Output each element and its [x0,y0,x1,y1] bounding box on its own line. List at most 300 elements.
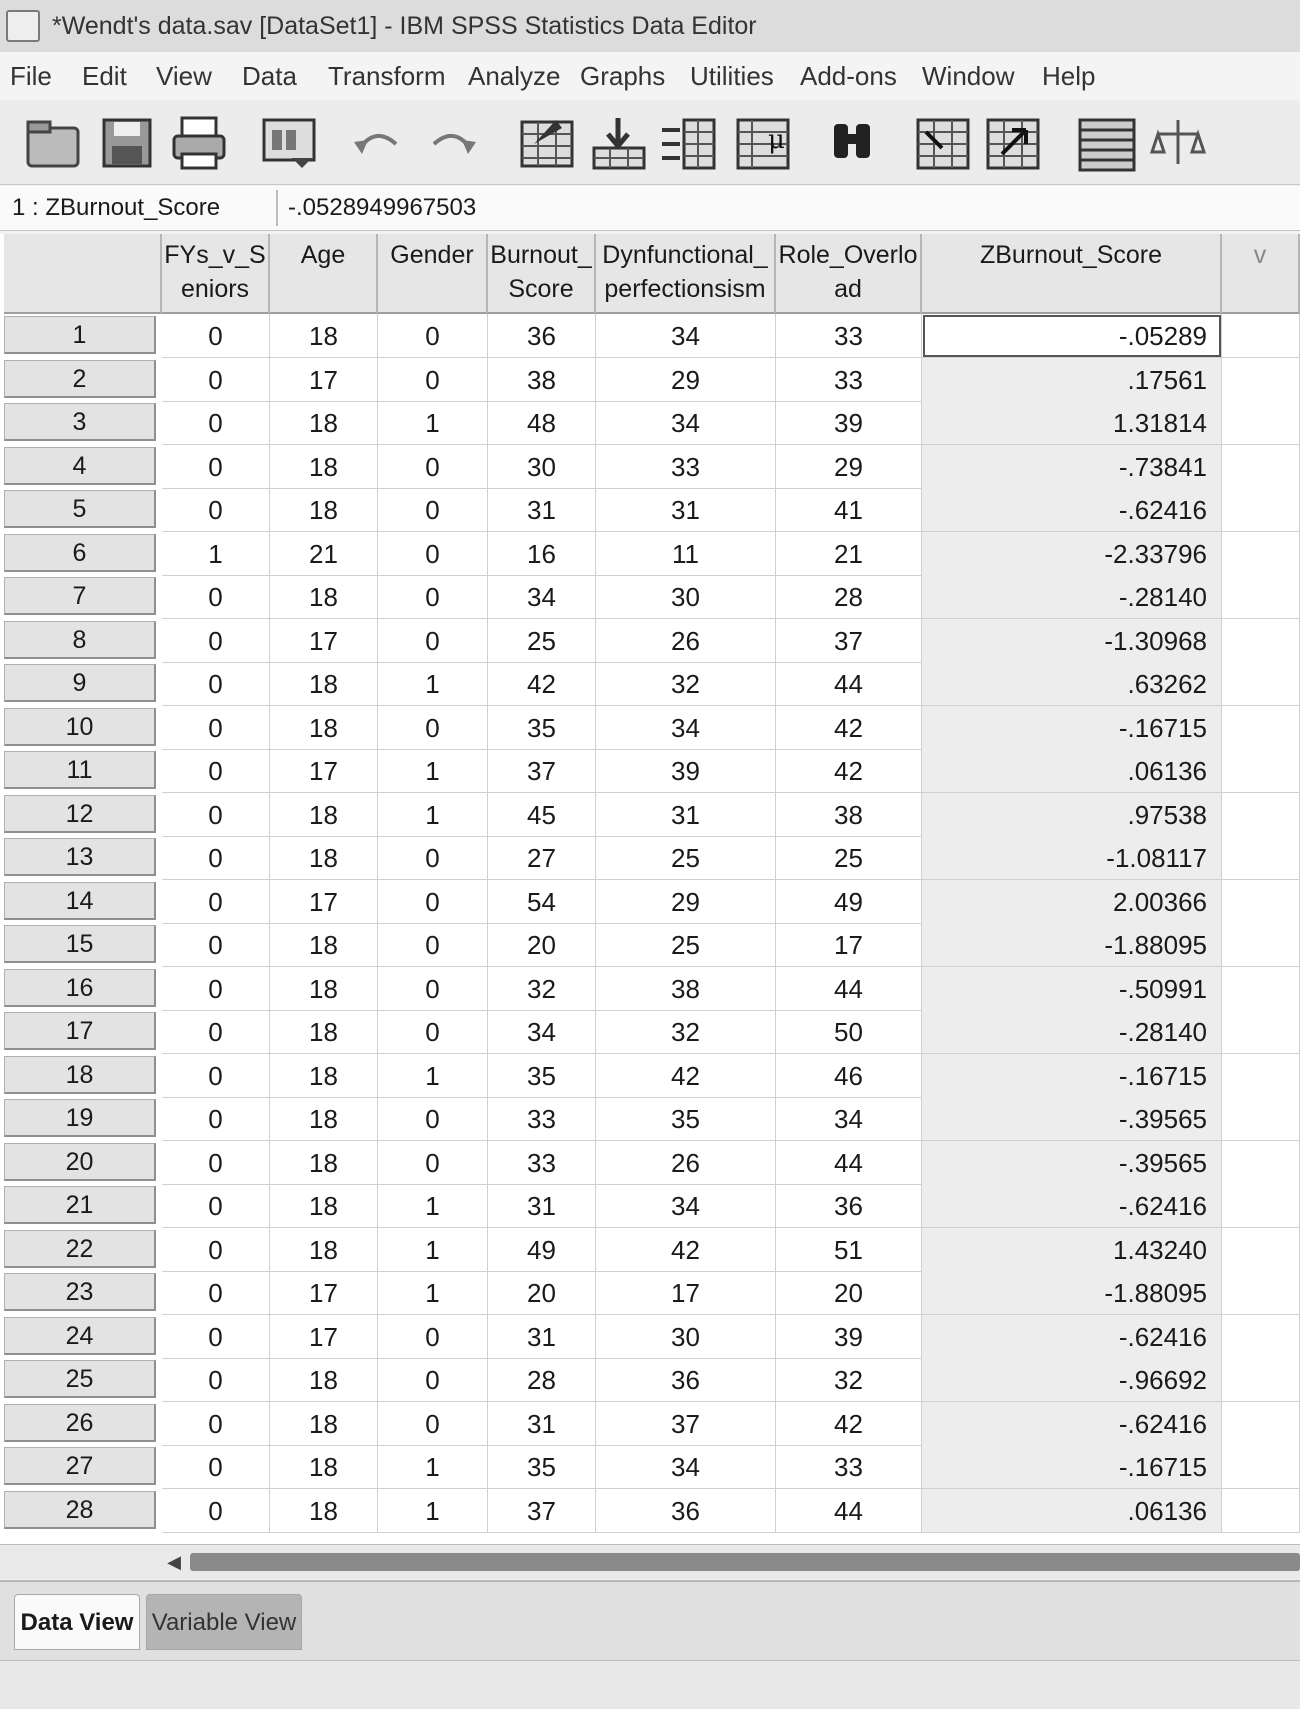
data-cell[interactable]: 0 [162,662,270,706]
empty-cell[interactable] [1222,749,1300,793]
data-cell[interactable]: 30 [488,445,596,489]
data-cell[interactable]: 44 [776,662,922,706]
data-cell[interactable]: 1 [378,401,488,445]
data-cell[interactable]: 18 [270,1445,378,1489]
data-cell[interactable]: 32 [776,1358,922,1402]
data-cell[interactable]: 30 [596,1315,776,1359]
menu-help[interactable]: Help [1042,60,1096,91]
data-cell[interactable]: 29 [776,445,922,489]
data-cell[interactable]: 0 [162,1010,270,1054]
row-header[interactable]: 8 [4,621,156,659]
data-cell[interactable]: 0 [378,575,488,619]
save-icon[interactable] [94,112,160,174]
data-cell[interactable]: 0 [378,445,488,489]
menu-file[interactable]: File [10,60,52,91]
descriptive-stats-icon[interactable] [730,112,796,174]
data-cell[interactable]: 0 [378,967,488,1011]
data-cell[interactable]: 34 [596,314,776,358]
spss-app-icon[interactable] [6,10,40,42]
empty-cell[interactable] [1222,1402,1300,1446]
data-cell[interactable]: 39 [776,1315,922,1359]
data-cell[interactable]: 18 [270,1402,378,1446]
scroll-left-icon[interactable]: ◀ [167,1552,181,1572]
data-cell[interactable]: 42 [596,1054,776,1098]
menu-view[interactable]: View [156,60,212,91]
table-row [0,1054,1300,1098]
data-cell[interactable]: 44 [776,1141,922,1185]
data-cell[interactable]: 16 [488,532,596,576]
data-cell[interactable]: 0 [162,1228,270,1272]
data-cell[interactable]: 36 [776,1184,922,1228]
data-cell[interactable]: 0 [162,793,270,837]
data-cell[interactable]: 0 [378,1097,488,1141]
data-cell[interactable]: 34 [488,1010,596,1054]
data-cell[interactable]: 0 [378,836,488,880]
data-cell[interactable]: 0 [378,1315,488,1359]
data-cell[interactable]: -.16715 [922,1445,1222,1489]
find-icon[interactable] [820,112,886,174]
data-cell[interactable]: 0 [162,923,270,967]
row-header[interactable]: 2 [4,360,156,398]
data-cell[interactable]: 18 [270,1489,378,1533]
data-cell[interactable]: 25 [488,619,596,663]
data-cell[interactable]: -.73841 [922,445,1222,489]
data-cell[interactable]: -.62416 [922,1184,1222,1228]
data-cell[interactable]: 0 [162,1315,270,1359]
data-cell[interactable]: 1 [378,749,488,793]
row-header[interactable]: 27 [4,1447,156,1485]
data-cell[interactable]: 18 [270,1184,378,1228]
data-cell[interactable]: 1 [378,662,488,706]
data-cell[interactable]: 37 [596,1402,776,1446]
empty-cell[interactable] [1222,1141,1300,1185]
row-header[interactable]: 20 [4,1143,156,1181]
data-cell[interactable]: 18 [270,793,378,837]
row-header[interactable]: 25 [4,1360,156,1398]
tab-data-view[interactable]: Data View [14,1594,140,1650]
empty-cell[interactable] [1222,358,1300,402]
empty-cell[interactable] [1222,314,1300,358]
data-cell[interactable]: 18 [270,1097,378,1141]
data-cell[interactable]: 1 [378,1184,488,1228]
data-cell[interactable]: 18 [270,923,378,967]
data-cell[interactable]: 0 [378,358,488,402]
data-cell[interactable]: 48 [488,401,596,445]
row-header[interactable]: 3 [4,403,156,441]
data-cell[interactable]: 18 [270,488,378,532]
row-header[interactable]: 11 [4,751,156,789]
empty-cell[interactable] [1222,619,1300,663]
data-cell[interactable]: 0 [378,1402,488,1446]
data-cell[interactable]: -.50991 [922,967,1222,1011]
insert-variable-icon[interactable] [980,112,1046,174]
data-cell[interactable]: 44 [776,967,922,1011]
row-header[interactable]: 7 [4,577,156,615]
empty-cell[interactable] [1222,793,1300,837]
row-header[interactable]: 17 [4,1012,156,1050]
data-cell[interactable]: 21 [270,532,378,576]
column-header[interactable] [378,234,488,314]
empty-cell[interactable] [1222,662,1300,706]
data-cell[interactable]: 1 [378,1054,488,1098]
data-cell[interactable]: 0 [378,314,488,358]
data-cell[interactable]: 0 [162,401,270,445]
data-cell[interactable]: 29 [596,358,776,402]
data-cell[interactable]: -.39565 [922,1141,1222,1185]
column-header[interactable] [162,234,270,314]
data-cell[interactable]: 0 [162,749,270,793]
data-cell[interactable]: 42 [596,1228,776,1272]
redo-icon[interactable] [420,112,486,174]
column-header[interactable] [1222,234,1300,314]
data-cell[interactable]: 0 [162,619,270,663]
row-header[interactable]: 12 [4,795,156,833]
data-cell[interactable]: 38 [488,358,596,402]
data-cell[interactable]: 0 [162,1141,270,1185]
data-cell[interactable]: 37 [776,619,922,663]
data-cell[interactable]: 37 [488,749,596,793]
data-cell[interactable]: 18 [270,1054,378,1098]
data-cell[interactable]: 0 [162,880,270,924]
data-cell[interactable]: 20 [776,1271,922,1315]
empty-cell[interactable] [1222,1184,1300,1228]
menu-transform[interactable]: Transform [328,60,446,91]
row-header[interactable]: 22 [4,1230,156,1268]
empty-cell[interactable] [1222,836,1300,880]
empty-cell[interactable] [1222,1358,1300,1402]
data-cell[interactable]: .17561 [922,358,1222,402]
data-cell[interactable]: .97538 [922,793,1222,837]
print-icon[interactable] [166,112,232,174]
data-cell[interactable]: 31 [596,488,776,532]
data-cell[interactable]: 37 [488,1489,596,1533]
data-cell[interactable]: 17 [270,1315,378,1359]
split-file-icon[interactable] [1074,112,1140,174]
row-header[interactable]: 13 [4,838,156,876]
data-cell[interactable]: 35 [488,706,596,750]
data-cell[interactable]: -.28140 [922,575,1222,619]
table-row [0,358,1300,402]
data-cell[interactable]: 18 [270,445,378,489]
column-header[interactable] [596,234,776,314]
data-cell[interactable]: 31 [596,793,776,837]
data-cell[interactable]: 34 [596,401,776,445]
data-cell[interactable]: 0 [162,1358,270,1402]
data-cell[interactable]: 34 [596,706,776,750]
row-header[interactable]: 26 [4,1404,156,1442]
data-cell[interactable]: 31 [488,1402,596,1446]
data-cell[interactable]: 33 [776,314,922,358]
data-cell[interactable]: 0 [378,619,488,663]
data-cell[interactable]: 1 [378,1489,488,1533]
data-cell[interactable]: 11 [596,532,776,576]
data-cell[interactable]: 25 [776,836,922,880]
data-cell[interactable]: -.96692 [922,1358,1222,1402]
data-cell[interactable]: -1.08117 [922,836,1222,880]
grid-corner[interactable] [4,234,162,314]
data-cell[interactable]: 50 [776,1010,922,1054]
data-cell[interactable]: 17 [270,749,378,793]
horizontal-scrollbar[interactable] [0,1544,1300,1579]
data-cell[interactable]: 0 [162,1097,270,1141]
data-cell[interactable]: 0 [162,1445,270,1489]
empty-cell[interactable] [1222,923,1300,967]
row-header[interactable]: 18 [4,1056,156,1094]
menu-data[interactable]: Data [242,60,297,91]
data-cell[interactable]: -.62416 [922,1315,1222,1359]
empty-cell[interactable] [1222,1271,1300,1315]
data-cell[interactable]: 42 [776,749,922,793]
menu-utilities[interactable]: Utilities [690,60,774,91]
data-cell[interactable]: 1 [378,793,488,837]
column-header-line1: Burnout_ [490,241,592,269]
data-cell[interactable]: 18 [270,1228,378,1272]
data-cell[interactable]: 31 [488,1315,596,1359]
data-cell[interactable]: 35 [596,1097,776,1141]
data-cell[interactable]: -.28140 [922,1010,1222,1054]
data-cell[interactable]: 1.43240 [922,1228,1222,1272]
data-cell[interactable]: 26 [596,1141,776,1185]
data-cell[interactable]: 20 [488,1271,596,1315]
data-cell[interactable]: 39 [596,749,776,793]
data-cell[interactable]: 27 [488,836,596,880]
data-cell[interactable]: 0 [162,967,270,1011]
data-cell[interactable]: 0 [378,880,488,924]
data-cell[interactable]: 1 [162,532,270,576]
column-header[interactable] [488,234,596,314]
data-cell[interactable]: 20 [488,923,596,967]
data-cell[interactable]: 36 [596,1489,776,1533]
data-cell[interactable]: 18 [270,1141,378,1185]
table-row [0,1010,1300,1054]
empty-cell[interactable] [1222,1445,1300,1489]
goto-variable-icon[interactable] [586,112,652,174]
data-cell[interactable]: 34 [776,1097,922,1141]
data-cell[interactable]: 18 [270,401,378,445]
data-cell[interactable]: 42 [776,1402,922,1446]
data-cell[interactable]: 36 [488,314,596,358]
data-cell[interactable]: 0 [162,575,270,619]
data-cell[interactable]: 18 [270,836,378,880]
data-cell[interactable]: .06136 [922,749,1222,793]
tab-variable-view[interactable]: Variable View [146,1594,302,1650]
variables-icon[interactable] [656,112,722,174]
insert-cases-icon[interactable] [910,112,976,174]
data-cell[interactable]: 0 [162,358,270,402]
data-cell[interactable]: 0 [378,923,488,967]
row-header[interactable]: 10 [4,708,156,746]
data-cell[interactable]: 31 [488,488,596,532]
data-cell[interactable]: -.62416 [922,1402,1222,1446]
row-header[interactable]: 24 [4,1317,156,1355]
row-header[interactable]: 5 [4,490,156,528]
data-cell[interactable]: -.62416 [922,488,1222,532]
data-cell[interactable]: 0 [378,532,488,576]
data-cell[interactable]: 32 [596,662,776,706]
data-cell[interactable]: 36 [596,1358,776,1402]
data-cell[interactable]: 17 [270,1271,378,1315]
data-cell[interactable]: 0 [378,1010,488,1054]
data-cell[interactable]: 35 [488,1054,596,1098]
data-cell[interactable]: 18 [270,967,378,1011]
row-header[interactable]: 16 [4,969,156,1007]
data-cell[interactable]: 17 [270,358,378,402]
data-cell[interactable]: 18 [270,1010,378,1054]
data-cell[interactable]: 35 [488,1445,596,1489]
data-cell[interactable]: 42 [488,662,596,706]
data-cell[interactable]: 33 [596,445,776,489]
empty-cell[interactable] [1222,1010,1300,1054]
menu-addons[interactable]: Add-ons [800,60,897,91]
data-cell[interactable]: 33 [776,358,922,402]
data-cell[interactable]: 33 [488,1097,596,1141]
empty-cell[interactable] [1222,880,1300,924]
empty-cell[interactable] [1222,1228,1300,1272]
data-cell[interactable]: 38 [596,967,776,1011]
data-cell[interactable]: -.16715 [922,706,1222,750]
data-cell[interactable]: 0 [162,1054,270,1098]
row-header[interactable]: 15 [4,925,156,963]
data-cell[interactable]: 18 [270,706,378,750]
row-header[interactable]: 4 [4,447,156,485]
weight-cases-icon[interactable] [1146,112,1212,174]
menu-edit[interactable]: Edit [82,60,127,91]
data-cell[interactable]: 18 [270,1358,378,1402]
row-header[interactable]: 6 [4,534,156,572]
empty-cell[interactable] [1222,532,1300,576]
data-cell[interactable]: 0 [162,1271,270,1315]
data-cell[interactable]: 38 [776,793,922,837]
empty-cell[interactable] [1222,1315,1300,1359]
data-cell[interactable]: 25 [596,836,776,880]
data-cell[interactable]: 32 [488,967,596,1011]
data-cell[interactable]: 18 [270,575,378,619]
empty-cell[interactable] [1222,575,1300,619]
empty-cell[interactable] [1222,445,1300,489]
data-cell[interactable]: 0 [162,1489,270,1533]
data-cell[interactable]: 46 [776,1054,922,1098]
data-cell[interactable]: 1.31814 [922,401,1222,445]
data-cell[interactable]: -1.88095 [922,1271,1222,1315]
row-header[interactable]: 19 [4,1099,156,1137]
data-cell[interactable]: 0 [162,1402,270,1446]
goto-case-icon[interactable] [514,112,580,174]
data-cell[interactable]: 0 [162,706,270,750]
empty-cell[interactable] [1222,1097,1300,1141]
data-cell[interactable]: 30 [596,575,776,619]
data-cell[interactable]: 28 [776,575,922,619]
data-cell[interactable]: 32 [596,1010,776,1054]
data-cell[interactable]: 25 [596,923,776,967]
row-header[interactable]: 1 [4,316,156,354]
row-header[interactable]: 9 [4,664,156,702]
row-header[interactable]: 23 [4,1273,156,1311]
data-cell[interactable]: .63262 [922,662,1222,706]
data-cell[interactable]: 54 [488,880,596,924]
data-cell[interactable]: 29 [596,880,776,924]
data-cell[interactable]: 17 [776,923,922,967]
data-cell[interactable]: 49 [488,1228,596,1272]
empty-cell[interactable] [1222,401,1300,445]
data-cell[interactable]: 0 [162,445,270,489]
data-cell[interactable]: .06136 [922,1489,1222,1533]
column-header[interactable] [922,234,1222,314]
table-row [0,1489,1300,1533]
data-cell[interactable]: -1.88095 [922,923,1222,967]
data-cell[interactable]: 1 [378,1271,488,1315]
data-cell[interactable]: 0 [162,488,270,532]
data-cell[interactable]: 39 [776,401,922,445]
data-cell[interactable]: -.39565 [922,1097,1222,1141]
data-cell[interactable]: 0 [378,1141,488,1185]
data-cell[interactable]: 1 [378,1228,488,1272]
data-cell[interactable]: 0 [162,1184,270,1228]
data-cell[interactable]: -1.30968 [922,619,1222,663]
empty-cell[interactable] [1222,488,1300,532]
data-cell[interactable]: 2.00366 [922,880,1222,924]
empty-cell[interactable] [1222,1054,1300,1098]
data-cell[interactable]: 51 [776,1228,922,1272]
data-cell[interactable]: 49 [776,880,922,924]
empty-cell[interactable] [1222,967,1300,1011]
data-cell[interactable]: 44 [776,1489,922,1533]
menu-window[interactable]: Window [922,60,1015,91]
data-cell[interactable]: 0 [378,1358,488,1402]
menu-graphs[interactable]: Graphs [580,60,666,91]
data-cell[interactable]: 17 [270,619,378,663]
row-header[interactable]: 21 [4,1186,156,1224]
data-cell[interactable]: 1 [378,1445,488,1489]
column-header[interactable] [776,234,922,314]
data-cell[interactable]: 17 [270,880,378,924]
data-cell[interactable]: 21 [776,532,922,576]
cell-value-input[interactable]: -.0528949967503 [288,194,477,221]
row-header[interactable]: 28 [4,1491,156,1529]
data-cell[interactable]: 0 [378,488,488,532]
row-header[interactable]: 14 [4,882,156,920]
data-cell[interactable]: -.05289 [922,314,1222,358]
data-cell[interactable]: 18 [270,314,378,358]
data-cell[interactable]: 31 [488,1184,596,1228]
open-data-icon[interactable] [20,112,86,174]
data-cell[interactable]: 28 [488,1358,596,1402]
scroll-thumb[interactable] [190,1553,1300,1571]
data-cell[interactable]: 17 [596,1271,776,1315]
data-cell[interactable]: 34 [596,1445,776,1489]
data-cell[interactable]: 18 [270,662,378,706]
data-cell[interactable]: 42 [776,706,922,750]
data-cell[interactable]: 34 [488,575,596,619]
data-cell[interactable]: 45 [488,793,596,837]
data-cell[interactable]: 26 [596,619,776,663]
menu-analyze[interactable]: Analyze [468,60,561,91]
data-cell[interactable]: 33 [488,1141,596,1185]
data-cell[interactable]: 41 [776,488,922,532]
recall-dialog-icon[interactable] [256,112,322,174]
data-cell[interactable]: 0 [162,836,270,880]
empty-cell[interactable] [1222,1489,1300,1533]
empty-cell[interactable] [1222,706,1300,750]
data-cell[interactable]: 34 [596,1184,776,1228]
column-header[interactable] [270,234,378,314]
column-header-line2: perfectionsism [604,275,766,303]
data-cell[interactable]: -.16715 [922,1054,1222,1098]
undo-icon[interactable] [344,112,410,174]
data-cell[interactable]: -2.33796 [922,532,1222,576]
data-cell[interactable]: 0 [162,314,270,358]
data-cell[interactable]: 33 [776,1445,922,1489]
data-cell[interactable]: 0 [378,706,488,750]
